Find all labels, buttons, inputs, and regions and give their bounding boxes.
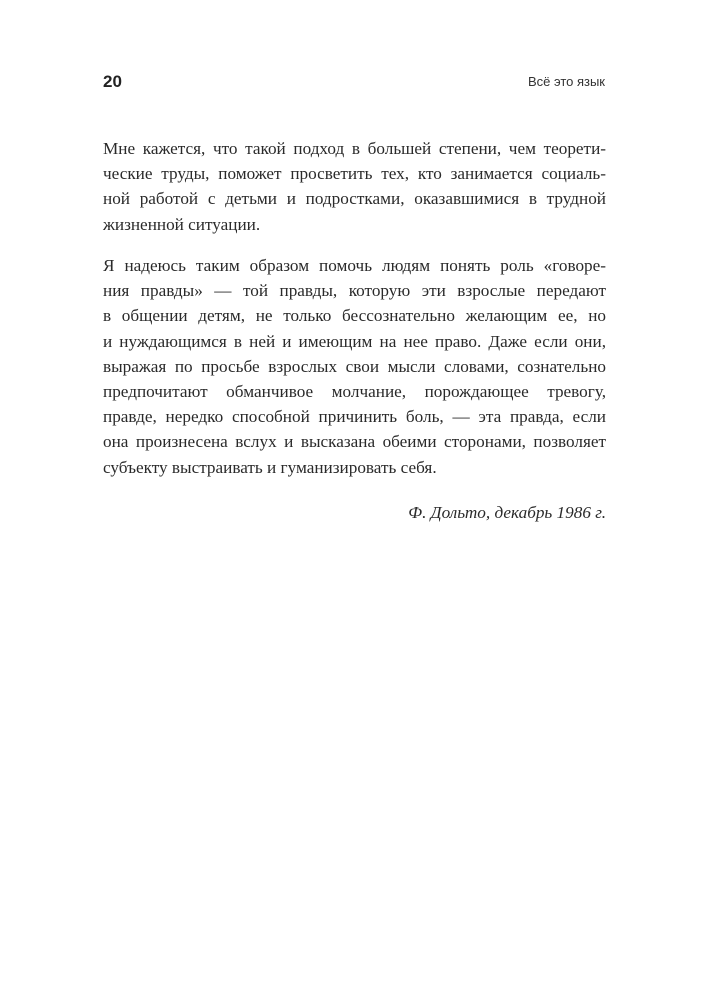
text-line: в общении детям, не только бессознательно желающим ее, но [103, 306, 606, 326]
text-line: и нуждающимся в ней и имеющим на нее право. Даже если они, [103, 331, 606, 351]
text-line: жизненной ситуации. [103, 214, 261, 234]
text-line: правде, нередко способной причинить боль, — эта правда, если [103, 407, 606, 427]
page-header [103, 72, 605, 96]
text-line: субъекту выстраивать и гуманизировать себя. [103, 457, 437, 477]
text-line: ния правды» — той правды, которую эти взрослые передают [103, 281, 606, 301]
signature: Ф. Дольто, декабрь 1986 г. [408, 503, 606, 522]
running-title: Всё это язык [527, 74, 605, 89]
paragraph-1 [103, 136, 606, 237]
text-line: выражая по просьбе взрослых свои мысли словами, сознательно [103, 356, 606, 376]
text-line: ческие труды, поможет просветить тех, кто занимается социаль- [103, 164, 606, 184]
text-line: она произнесена вслух и высказана обеими сторонами, позволяет [103, 432, 606, 452]
text-line: Я надеюсь таким образом помочь людям понять роль «говоре- [103, 256, 606, 275]
paragraph-2 [103, 253, 606, 480]
text-line: предпочитают обманчивое молчание, порождающее тревогу, [103, 382, 606, 402]
text-line: ной работой с детьми и подростками, оказавшимися в трудной [103, 189, 606, 209]
text-line: Мне кажется, что такой подход в большей степени, чем теорети- [103, 139, 606, 158]
page-number: 20 [103, 72, 122, 91]
